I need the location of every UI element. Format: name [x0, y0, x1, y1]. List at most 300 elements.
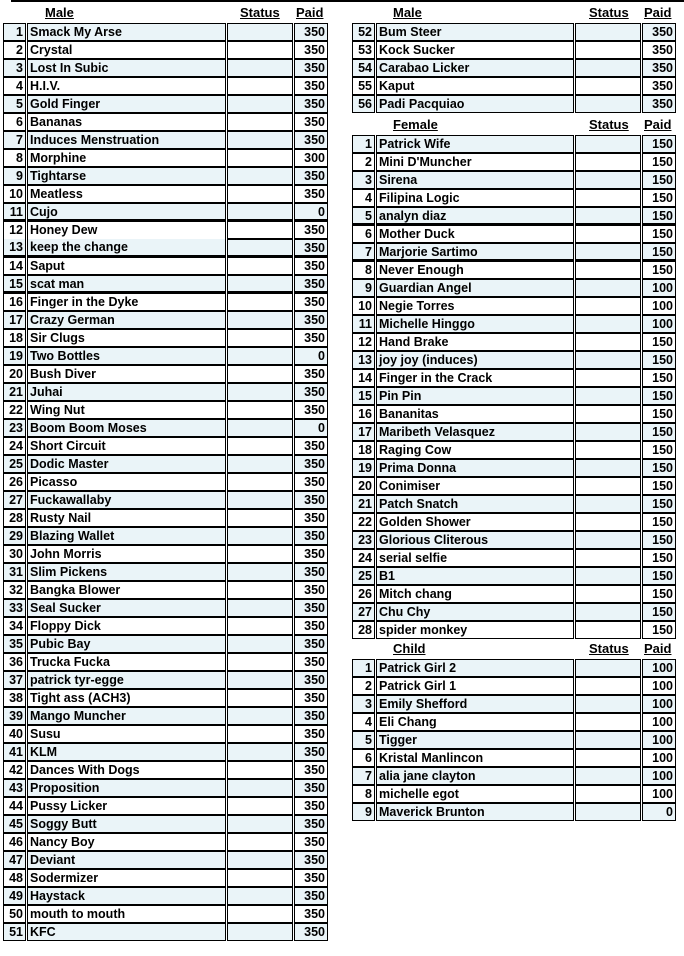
- row-paid[interactable]: 0: [294, 203, 328, 221]
- row-status-input[interactable]: [227, 797, 293, 815]
- row-status-input[interactable]: [575, 225, 641, 243]
- row-paid[interactable]: 100: [642, 279, 676, 297]
- row-name[interactable]: Cujo: [27, 203, 226, 221]
- row-status-input[interactable]: [227, 419, 293, 437]
- row-paid[interactable]: 150: [642, 387, 676, 405]
- row-paid[interactable]: 350: [294, 185, 328, 203]
- row-name[interactable]: John Morris: [27, 545, 226, 563]
- row-paid[interactable]: 150: [642, 171, 676, 189]
- row-status-input[interactable]: [575, 477, 641, 495]
- row-name[interactable]: Finger in the Crack: [376, 369, 574, 387]
- row-name[interactable]: Gold Finger: [27, 95, 226, 113]
- row-name[interactable]: Padi Pacquiao: [376, 95, 574, 113]
- row-paid[interactable]: 350: [294, 671, 328, 689]
- row-paid[interactable]: 150: [642, 477, 676, 495]
- row-name[interactable]: Smack My Arse: [27, 23, 226, 41]
- row-number: 22: [352, 513, 375, 531]
- row-status-input[interactable]: [227, 491, 293, 509]
- row-number: 33: [3, 599, 26, 617]
- row-name[interactable]: Juhai: [27, 383, 226, 401]
- row-status-input[interactable]: [227, 689, 293, 707]
- row-paid[interactable]: 350: [294, 257, 328, 275]
- row-paid[interactable]: 350: [294, 761, 328, 779]
- row-paid[interactable]: 350: [294, 329, 328, 347]
- row-status-input[interactable]: [575, 567, 641, 585]
- row-name[interactable]: Meatless: [27, 185, 226, 203]
- row-status-input[interactable]: [227, 275, 293, 293]
- row-name[interactable]: KFC: [27, 923, 226, 941]
- row-paid[interactable]: 150: [642, 567, 676, 585]
- row-paid[interactable]: 350: [294, 851, 328, 869]
- row-paid[interactable]: 350: [294, 869, 328, 887]
- row-status-input[interactable]: [227, 599, 293, 617]
- row-name[interactable]: Crazy German: [27, 311, 226, 329]
- row-status-input[interactable]: [227, 635, 293, 653]
- row-number: 1: [352, 135, 375, 153]
- row-paid[interactable]: 350: [294, 221, 328, 239]
- row-name[interactable]: Patrick Girl 2: [376, 659, 574, 677]
- row-name[interactable]: Emily Shefford: [376, 695, 574, 713]
- row-name[interactable]: alia jane clayton: [376, 767, 574, 785]
- row-status-input[interactable]: [227, 113, 293, 131]
- row-status-input[interactable]: [227, 401, 293, 419]
- row-name[interactable]: Maverick Brunton: [376, 803, 574, 821]
- row-name[interactable]: Pin Pin: [376, 387, 574, 405]
- row-paid[interactable]: 350: [294, 689, 328, 707]
- row-paid[interactable]: 350: [294, 725, 328, 743]
- row-paid[interactable]: 150: [642, 135, 676, 153]
- row-paid[interactable]: 100: [642, 297, 676, 315]
- row-status-input[interactable]: [575, 189, 641, 207]
- row-name[interactable]: Induces Menstruation: [27, 131, 226, 149]
- row-paid[interactable]: 150: [642, 261, 676, 279]
- row-status-input[interactable]: [227, 239, 293, 257]
- row-name[interactable]: Slim Pickens: [27, 563, 226, 581]
- row-status-input[interactable]: [227, 545, 293, 563]
- row-status-input[interactable]: [575, 279, 641, 297]
- row-status-input[interactable]: [227, 815, 293, 833]
- row-paid[interactable]: 150: [642, 495, 676, 513]
- row-name[interactable]: Boom Boom Moses: [27, 419, 226, 437]
- row-status-input[interactable]: [227, 527, 293, 545]
- row-number: 12: [352, 333, 375, 351]
- row-status-input[interactable]: [575, 695, 641, 713]
- row-status-input[interactable]: [575, 59, 641, 77]
- row-paid[interactable]: 350: [294, 167, 328, 185]
- row-status-input[interactable]: [227, 347, 293, 365]
- row-name[interactable]: Nancy Boy: [27, 833, 226, 851]
- row-paid[interactable]: 350: [294, 779, 328, 797]
- row-paid[interactable]: 350: [294, 59, 328, 77]
- row-number: 32: [3, 581, 26, 599]
- row-paid[interactable]: 350: [294, 599, 328, 617]
- row-status-input[interactable]: [575, 333, 641, 351]
- row-paid[interactable]: 0: [294, 347, 328, 365]
- row-status-input[interactable]: [227, 887, 293, 905]
- row-paid[interactable]: 350: [294, 239, 328, 257]
- row-paid[interactable]: 100: [642, 785, 676, 803]
- row-name[interactable]: scat man: [27, 275, 226, 293]
- row-status-input[interactable]: [227, 905, 293, 923]
- row-status-input[interactable]: [227, 23, 293, 41]
- row-name[interactable]: Sirena: [376, 171, 574, 189]
- row-paid[interactable]: 350: [642, 95, 676, 113]
- row-paid[interactable]: 150: [642, 333, 676, 351]
- row-name[interactable]: Floppy Dick: [27, 617, 226, 635]
- row-status-input[interactable]: [227, 185, 293, 203]
- row-paid[interactable]: 0: [642, 803, 676, 821]
- row-name[interactable]: Chu Chy: [376, 603, 574, 621]
- row-name[interactable]: Seal Sucker: [27, 599, 226, 617]
- row-status-input[interactable]: [575, 767, 641, 785]
- row-number: 36: [3, 653, 26, 671]
- row-status-input[interactable]: [227, 473, 293, 491]
- row-status-input[interactable]: [575, 423, 641, 441]
- row-name[interactable]: Saput: [27, 257, 226, 275]
- row-name[interactable]: Mini D'Muncher: [376, 153, 574, 171]
- row-status-input[interactable]: [227, 329, 293, 347]
- row-name[interactable]: Wing Nut: [27, 401, 226, 419]
- row-status-input[interactable]: [575, 369, 641, 387]
- row-name[interactable]: Kaput: [376, 77, 574, 95]
- row-status-input[interactable]: [227, 311, 293, 329]
- row-paid[interactable]: 150: [642, 153, 676, 171]
- row-status-input[interactable]: [227, 563, 293, 581]
- row-name[interactable]: Kristal Manlincon: [376, 749, 574, 767]
- row-name[interactable]: Sodermizer: [27, 869, 226, 887]
- row-paid[interactable]: 350: [294, 293, 328, 311]
- row-status-input[interactable]: [575, 135, 641, 153]
- row-status-input[interactable]: [575, 677, 641, 695]
- row-name[interactable]: Guardian Angel: [376, 279, 574, 297]
- row-status-input[interactable]: [227, 617, 293, 635]
- row-paid[interactable]: 350: [642, 41, 676, 59]
- row-paid[interactable]: 350: [294, 563, 328, 581]
- row-paid[interactable]: 350: [294, 491, 328, 509]
- row-status-input[interactable]: [575, 405, 641, 423]
- row-status-input[interactable]: [575, 659, 641, 677]
- row-paid[interactable]: 300: [294, 149, 328, 167]
- row-paid[interactable]: 0: [294, 419, 328, 437]
- row-paid[interactable]: 150: [642, 621, 676, 639]
- row-number: 19: [352, 459, 375, 477]
- row-status-input[interactable]: [575, 153, 641, 171]
- row-paid[interactable]: 350: [294, 797, 328, 815]
- row-name[interactable]: Prima Donna: [376, 459, 574, 477]
- row-status-input[interactable]: [575, 621, 641, 639]
- row-paid[interactable]: 350: [294, 23, 328, 41]
- row-status-input[interactable]: [575, 513, 641, 531]
- row-status-input[interactable]: [227, 923, 293, 941]
- row-status-input[interactable]: [227, 509, 293, 527]
- row-paid[interactable]: 350: [294, 311, 328, 329]
- row-number: 13: [352, 351, 375, 369]
- row-status-input[interactable]: [575, 549, 641, 567]
- row-number: 3: [3, 59, 26, 77]
- row-paid[interactable]: 150: [642, 243, 676, 261]
- row-name[interactable]: Patch Snatch: [376, 495, 574, 513]
- row-number: 28: [3, 509, 26, 527]
- row-name[interactable]: Sir Clugs: [27, 329, 226, 347]
- row-status-input[interactable]: [227, 59, 293, 77]
- row-status-input[interactable]: [575, 713, 641, 731]
- row-status-input[interactable]: [575, 603, 641, 621]
- row-paid[interactable]: 350: [294, 113, 328, 131]
- row-paid[interactable]: 350: [294, 905, 328, 923]
- row-name[interactable]: Pussy Licker: [27, 797, 226, 815]
- row-name[interactable]: Bangka Blower: [27, 581, 226, 599]
- row-name[interactable]: Carabao Licker: [376, 59, 574, 77]
- row-name[interactable]: Tight ass (ACH3): [27, 689, 226, 707]
- row-paid[interactable]: 150: [642, 405, 676, 423]
- row-name[interactable]: Tigger: [376, 731, 574, 749]
- row-paid[interactable]: 350: [294, 527, 328, 545]
- row-status-input[interactable]: [227, 95, 293, 113]
- row-number: 34: [3, 617, 26, 635]
- row-name[interactable]: Patrick Wife: [376, 135, 574, 153]
- row-status-input[interactable]: [227, 869, 293, 887]
- row-paid[interactable]: 150: [642, 531, 676, 549]
- row-status-input[interactable]: [575, 785, 641, 803]
- row-paid[interactable]: 350: [642, 23, 676, 41]
- row-paid[interactable]: 350: [294, 77, 328, 95]
- row-name[interactable]: Blazing Wallet: [27, 527, 226, 545]
- row-status-input[interactable]: [575, 585, 641, 603]
- row-status-input[interactable]: [575, 23, 641, 41]
- row-name[interactable]: Marjorie Sartimo: [376, 243, 574, 261]
- row-name[interactable]: keep the change: [27, 239, 226, 257]
- row-name[interactable]: Bananitas: [376, 405, 574, 423]
- row-name[interactable]: Eli Chang: [376, 713, 574, 731]
- row-name[interactable]: Lost In Subic: [27, 59, 226, 77]
- row-paid[interactable]: 150: [642, 351, 676, 369]
- row-paid[interactable]: 150: [642, 423, 676, 441]
- row-paid[interactable]: 350: [294, 887, 328, 905]
- row-name[interactable]: Bum Steer: [376, 23, 574, 41]
- row-paid[interactable]: 350: [294, 95, 328, 113]
- row-status-input[interactable]: [575, 749, 641, 767]
- row-paid[interactable]: 350: [294, 581, 328, 599]
- row-status-input[interactable]: [227, 725, 293, 743]
- row-paid[interactable]: 150: [642, 585, 676, 603]
- row-status-input[interactable]: [227, 77, 293, 95]
- row-paid[interactable]: 350: [642, 77, 676, 95]
- row-name[interactable]: Proposition: [27, 779, 226, 797]
- row-name[interactable]: michelle egot: [376, 785, 574, 803]
- row-paid[interactable]: 350: [294, 815, 328, 833]
- row-status-input[interactable]: [227, 779, 293, 797]
- row-name[interactable]: Bananas: [27, 113, 226, 131]
- row-status-input[interactable]: [575, 315, 641, 333]
- row-paid[interactable]: 100: [642, 749, 676, 767]
- row-status-input[interactable]: [227, 437, 293, 455]
- row-paid[interactable]: 100: [642, 713, 676, 731]
- row-paid[interactable]: 350: [294, 707, 328, 725]
- row-name[interactable]: Kock Sucker: [376, 41, 574, 59]
- row-name[interactable]: Fuckawallaby: [27, 491, 226, 509]
- row-status-input[interactable]: [575, 77, 641, 95]
- row-paid[interactable]: 350: [294, 473, 328, 491]
- row-paid[interactable]: 350: [294, 455, 328, 473]
- row-name[interactable]: Glorious Cliterous: [376, 531, 574, 549]
- row-name[interactable]: Susu: [27, 725, 226, 743]
- row-paid[interactable]: 150: [642, 603, 676, 621]
- row-number: 44: [3, 797, 26, 815]
- row-paid[interactable]: 350: [294, 131, 328, 149]
- row-status-input[interactable]: [575, 531, 641, 549]
- row-paid[interactable]: 350: [294, 509, 328, 527]
- row-name[interactable]: Trucka Fucka: [27, 653, 226, 671]
- row-status-input[interactable]: [575, 387, 641, 405]
- row-paid[interactable]: 350: [294, 635, 328, 653]
- row-name[interactable]: Never Enough: [376, 261, 574, 279]
- row-name[interactable]: B1: [376, 567, 574, 585]
- row-name[interactable]: Picasso: [27, 473, 226, 491]
- row-name[interactable]: joy joy (induces): [376, 351, 574, 369]
- row-paid[interactable]: 150: [642, 189, 676, 207]
- row-status-input[interactable]: [227, 41, 293, 59]
- row-status-input[interactable]: [575, 171, 641, 189]
- row-paid[interactable]: 350: [294, 653, 328, 671]
- row-paid[interactable]: 150: [642, 513, 676, 531]
- row-number: 3: [352, 695, 375, 713]
- row-paid[interactable]: 350: [294, 437, 328, 455]
- row-name[interactable]: Rusty Nail: [27, 509, 226, 527]
- row-paid[interactable]: 350: [294, 833, 328, 851]
- row-name[interactable]: Hand Brake: [376, 333, 574, 351]
- row-number: 6: [352, 225, 375, 243]
- row-status-input[interactable]: [575, 261, 641, 279]
- row-name[interactable]: Filipina Logic: [376, 189, 574, 207]
- row-name[interactable]: Honey Dew: [27, 221, 226, 239]
- row-status-input[interactable]: [227, 203, 293, 221]
- row-paid[interactable]: 350: [294, 275, 328, 293]
- row-name[interactable]: mouth to mouth: [27, 905, 226, 923]
- row-status-input[interactable]: [227, 743, 293, 761]
- row-paid[interactable]: 350: [294, 383, 328, 401]
- row-number: 52: [352, 23, 375, 41]
- row-paid[interactable]: 150: [642, 369, 676, 387]
- row-name[interactable]: analyn diaz: [376, 207, 574, 225]
- row-status-input[interactable]: [575, 41, 641, 59]
- row-name[interactable]: Patrick Girl 1: [376, 677, 574, 695]
- row-name[interactable]: Short Circuit: [27, 437, 226, 455]
- row-status-input[interactable]: [227, 653, 293, 671]
- row-paid[interactable]: 100: [642, 731, 676, 749]
- row-name[interactable]: Dances With Dogs: [27, 761, 226, 779]
- row-paid[interactable]: 350: [294, 41, 328, 59]
- row-name[interactable]: Mitch chang: [376, 585, 574, 603]
- row-paid[interactable]: 350: [294, 401, 328, 419]
- row-paid[interactable]: 350: [294, 923, 328, 941]
- row-number: 17: [3, 311, 26, 329]
- row-status-input[interactable]: [575, 731, 641, 749]
- row-status-input[interactable]: [227, 293, 293, 311]
- row-status-input[interactable]: [575, 441, 641, 459]
- row-status-input[interactable]: [575, 95, 641, 113]
- row-paid[interactable]: 150: [642, 549, 676, 567]
- row-paid[interactable]: 150: [642, 207, 676, 225]
- row-paid[interactable]: 150: [642, 441, 676, 459]
- row-name[interactable]: Mother Duck: [376, 225, 574, 243]
- top-border-line: [11, 0, 684, 2]
- row-name[interactable]: Haystack: [27, 887, 226, 905]
- row-name[interactable]: Mango Muncher: [27, 707, 226, 725]
- row-paid[interactable]: 150: [642, 225, 676, 243]
- row-status-input[interactable]: [575, 459, 641, 477]
- male-right-header: [349, 4, 679, 22]
- row-paid[interactable]: 100: [642, 767, 676, 785]
- female-title: Female: [393, 117, 438, 132]
- row-status-input[interactable]: [227, 671, 293, 689]
- row-status-input[interactable]: [227, 365, 293, 383]
- row-name[interactable]: Pubic Bay: [27, 635, 226, 653]
- row-name[interactable]: Soggy Butt: [27, 815, 226, 833]
- row-status-input[interactable]: [227, 761, 293, 779]
- row-name[interactable]: Negie Torres: [376, 297, 574, 315]
- row-status-input[interactable]: [575, 351, 641, 369]
- row-name[interactable]: serial selfie: [376, 549, 574, 567]
- row-status-input[interactable]: [227, 455, 293, 473]
- row-paid[interactable]: 100: [642, 695, 676, 713]
- row-status-input[interactable]: [227, 257, 293, 275]
- row-status-input[interactable]: [227, 833, 293, 851]
- row-name[interactable]: patrick tyr-egge: [27, 671, 226, 689]
- row-paid[interactable]: 350: [294, 617, 328, 635]
- row-name[interactable]: Two Bottles: [27, 347, 226, 365]
- row-name[interactable]: Finger in the Dyke: [27, 293, 226, 311]
- row-paid[interactable]: 100: [642, 677, 676, 695]
- row-name[interactable]: Deviant: [27, 851, 226, 869]
- row-paid[interactable]: 150: [642, 459, 676, 477]
- row-status-input[interactable]: [227, 851, 293, 869]
- row-name[interactable]: Maribeth Velasquez: [376, 423, 574, 441]
- row-name[interactable]: Conimiser: [376, 477, 574, 495]
- row-name[interactable]: Morphine: [27, 149, 226, 167]
- row-name[interactable]: Michelle Hinggo: [376, 315, 574, 333]
- row-paid[interactable]: 350: [642, 59, 676, 77]
- row-status-input[interactable]: [227, 149, 293, 167]
- row-status-input[interactable]: [575, 243, 641, 261]
- row-name[interactable]: Tightarse: [27, 167, 226, 185]
- row-status-input[interactable]: [227, 383, 293, 401]
- row-status-input[interactable]: [575, 207, 641, 225]
- row-paid[interactable]: 350: [294, 545, 328, 563]
- row-name[interactable]: Crystal: [27, 41, 226, 59]
- row-status-input[interactable]: [227, 707, 293, 725]
- row-status-input[interactable]: [227, 581, 293, 599]
- row-name[interactable]: Bush Diver: [27, 365, 226, 383]
- row-name[interactable]: H.I.V.: [27, 77, 226, 95]
- row-name[interactable]: Golden Shower: [376, 513, 574, 531]
- row-paid[interactable]: 350: [294, 743, 328, 761]
- row-status-input[interactable]: [227, 131, 293, 149]
- row-name[interactable]: KLM: [27, 743, 226, 761]
- row-paid[interactable]: 100: [642, 659, 676, 677]
- row-status-input[interactable]: [227, 167, 293, 185]
- row-status-input[interactable]: [575, 495, 641, 513]
- child-title: Child: [393, 641, 426, 656]
- row-name[interactable]: spider monkey: [376, 621, 574, 639]
- row-paid[interactable]: 100: [642, 315, 676, 333]
- row-status-input[interactable]: [227, 221, 293, 239]
- row-status-input[interactable]: [575, 297, 641, 315]
- row-name[interactable]: Raging Cow: [376, 441, 574, 459]
- row-number: 55: [352, 77, 375, 95]
- row-name[interactable]: Dodic Master: [27, 455, 226, 473]
- row-status-input[interactable]: [575, 803, 641, 821]
- row-paid[interactable]: 350: [294, 365, 328, 383]
